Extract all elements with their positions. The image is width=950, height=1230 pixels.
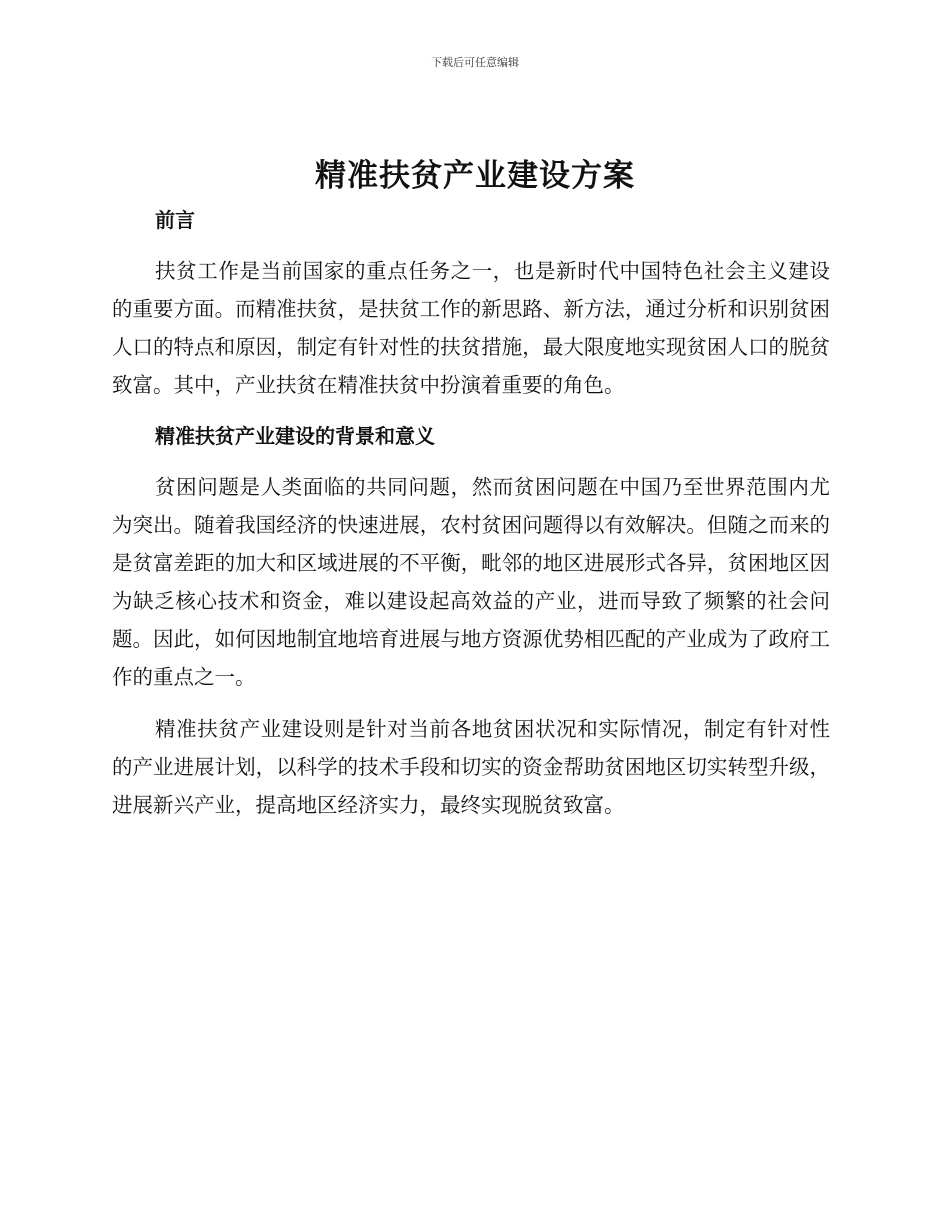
document-title: 精准扶贫产业建设方案: [315, 158, 635, 194]
header-note: 下载后可任意编辑: [431, 56, 519, 69]
paragraph: 扶贫工作是当前国家的重点任务之一，也是新时代中国特色社会主义建设的重要方面。而精准扶贫，是扶贫工作的新思路、新方法，通过分析和识别贫困人口的特点和原因，制定有针对性的扶贫措施，最大限度地实现贫困人口的脱贫致富。其中，产业扶贫在精准扶贫中扮演着重要的角色。: [112, 259, 830, 397]
document-body: [112, 202, 830, 838]
paragraph: 精准扶贫产业建设则是针对当前各地贫困状况和实际情况，制定有针对性的产业进展计划，以科学的技术手段和切实的资金帮助贫困地区切实转型升级，进展新兴产业，提高地区经济实力，最终实现脱贫致富。: [112, 717, 830, 817]
paragraph: 贫困问题是人类面临的共同问题，然而贫困问题在中国乃至世界范围内尤为突出。随着我国经济的快速进展，农村贫困问题得以有效解决。但随之而来的是贫富差距的加大和区域进展的不平衡，毗邻的地区进展形式各异，贫困地区因为缺乏核心技术和资金，难以建设起高效益的产业，进而导致了频繁的社会问题。因此，如何因地制宜地培育进展与地方资源优势相匹配的产业成为了政府工作的重点之一。: [112, 475, 830, 689]
section-heading-preface: 前言: [155, 208, 195, 232]
section-heading-background: 精准扶贫产业建设的背景和意义: [155, 424, 435, 448]
